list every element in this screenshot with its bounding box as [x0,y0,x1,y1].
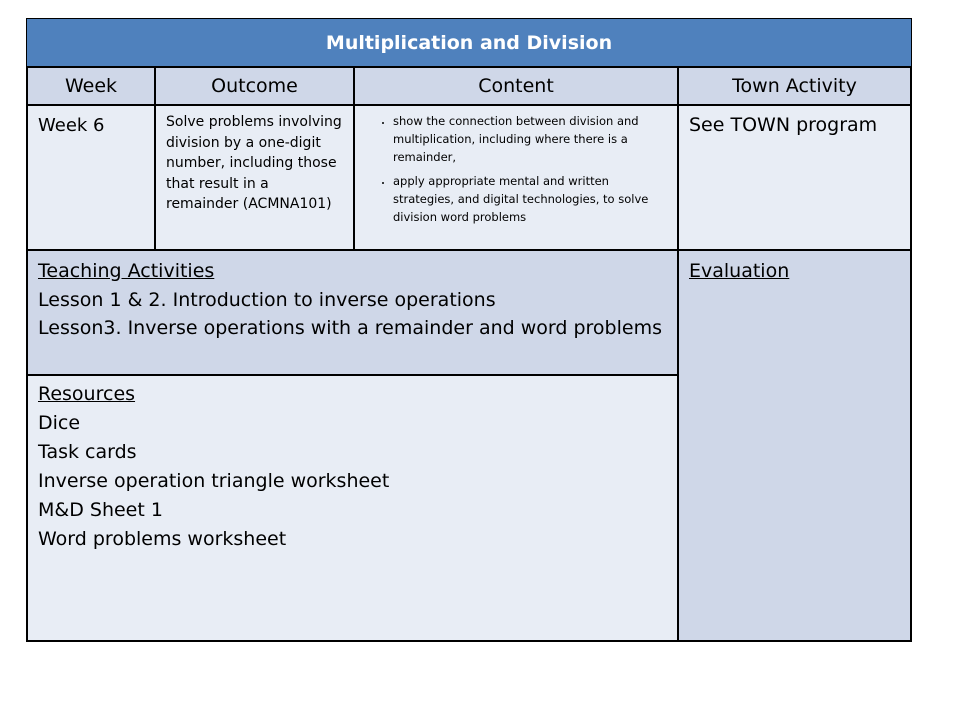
header-outcome: Outcome [155,67,354,105]
evaluation-cell [678,250,911,641]
content-item: • apply appropriate mental and written strategies, and digital technologies, to solve division word problems [393,172,667,226]
header-town-activity: Town Activity [678,67,911,105]
table-title: Multiplication and Division [27,19,911,67]
lesson-plan-table [26,18,912,642]
resource-item: Task cards [38,441,137,463]
resource-item: Dice [38,412,81,434]
resources-cell [27,375,678,641]
content-list [355,106,677,226]
outcome-cell: Solve problems involving division by a one-digit number, including those that result in a remainder (ACMNA101) [155,105,354,250]
content-cell [354,105,678,250]
resources-heading: Resources [38,383,136,405]
teaching-line: Lesson3. Inverse operations with a remainder and word problems [38,317,662,339]
teaching-activities-cell [27,250,678,375]
town-activity-cell: See TOWN program [678,105,911,250]
resource-item: Word problems worksheet [38,528,287,550]
header-content: Content [354,67,678,105]
header-week: Week [27,67,155,105]
teaching-heading: Teaching Activities [38,260,215,282]
resource-item: Inverse operation triangle worksheet [38,470,390,492]
week-cell: Week 6 [27,105,155,250]
evaluation-heading: Evaluation [689,260,790,282]
content-item: • show the connection between division and multiplication, including where there is a remainder, [393,112,667,166]
resource-item: M&D Sheet 1 [38,499,163,521]
teaching-line: Lesson 1 & 2. Introduction to inverse operations [38,288,496,311]
